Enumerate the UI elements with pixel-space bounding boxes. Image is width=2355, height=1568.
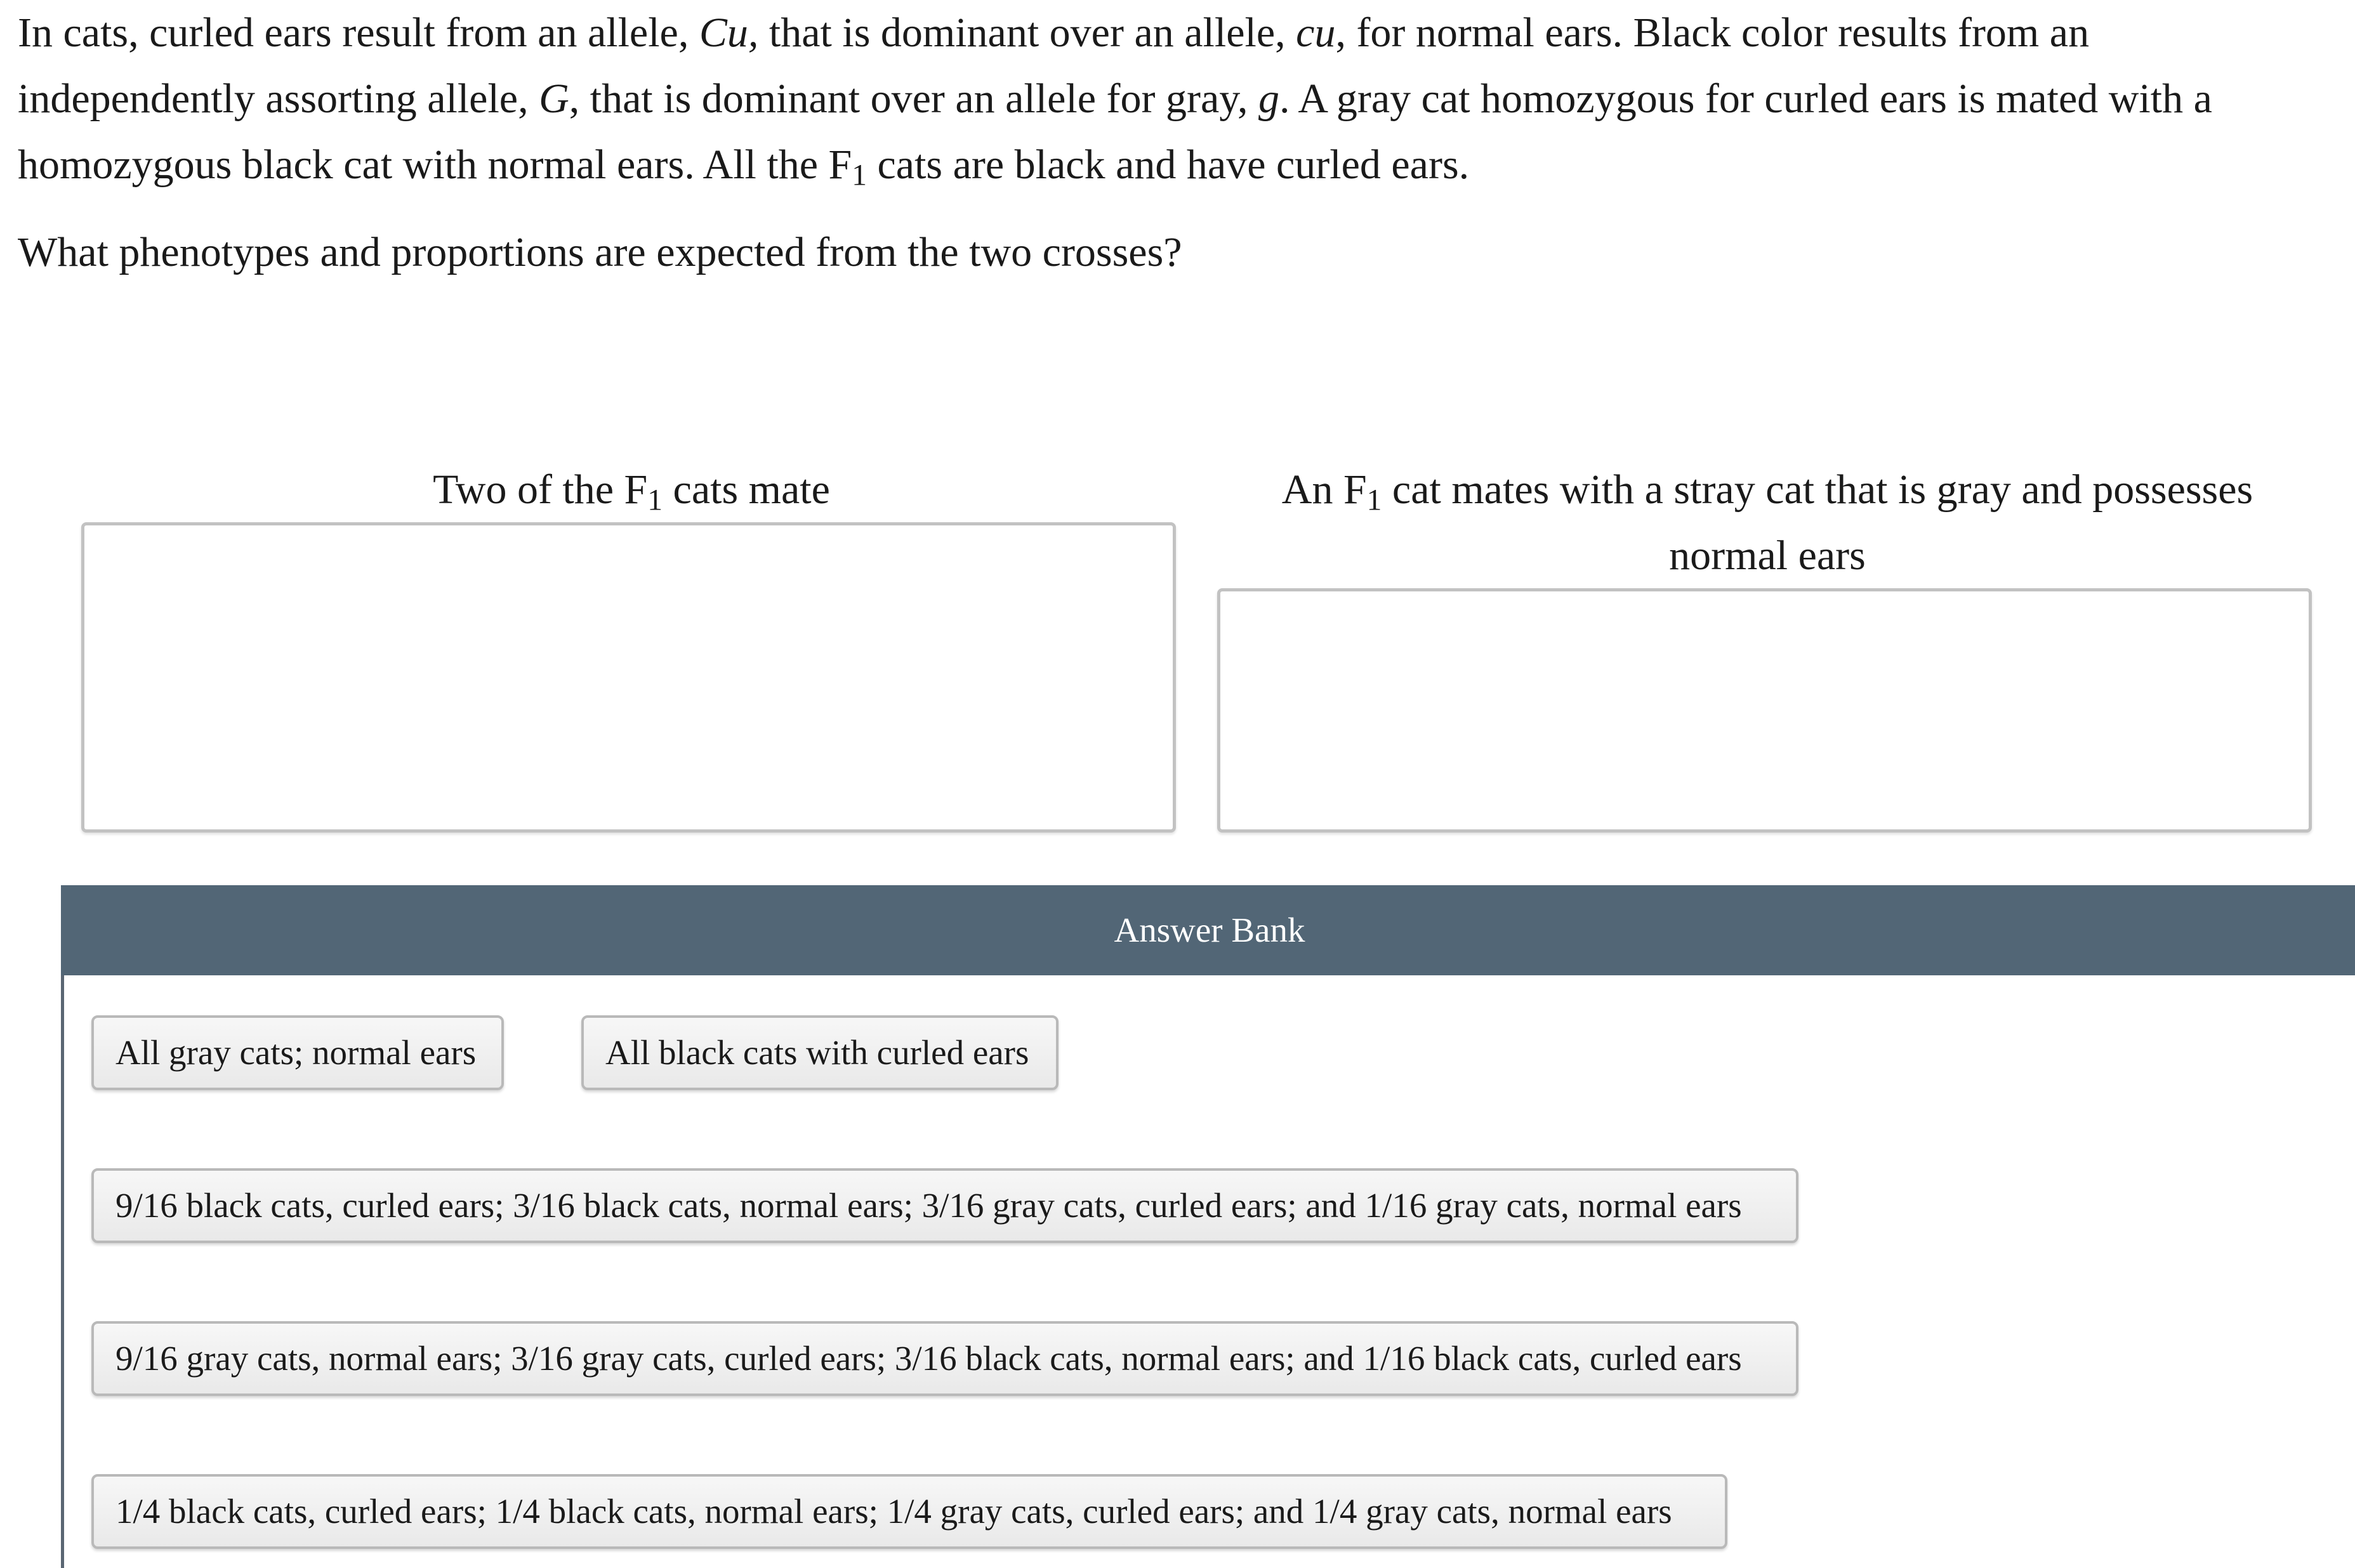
answer-chip-all-black-curled[interactable]: All black cats with curled ears	[581, 1015, 1059, 1090]
question-text-part: that is dominant over an allele,	[758, 10, 1296, 56]
target-label-text: An F	[1281, 466, 1367, 513]
answer-bank	[61, 885, 2355, 1568]
drop-target-f1-cross[interactable]	[81, 522, 1176, 833]
allele-symbol: g	[1258, 76, 1279, 122]
target-label-text: Two of the F	[433, 466, 648, 513]
target-label-text: cat mates with a stray cat that is gray and possesses normal ears	[1382, 466, 2253, 579]
answer-bank-header: Answer Bank	[61, 885, 2355, 975]
answer-chip-1-1-1-1[interactable]: 1/4 black cats, curled ears; 1/4 black cats, normal ears; 1/4 gray cats, curled ears; and 1/4 gray cats, normal ears	[91, 1474, 1727, 1549]
allele-symbol: Cu,	[699, 10, 759, 56]
drop-target-stray-cross[interactable]	[1217, 588, 2312, 833]
question-prompt: What phenotypes and proportions are expected from the two crosses?	[18, 229, 1182, 275]
target-label-f1-cross	[82, 457, 1180, 523]
question-text-part: . A gray cat homozygous for curled ears is mated with a homozygous black cat with normal ears. All the F	[18, 76, 2212, 188]
answer-chip-9-3-3-1-gray[interactable]: 9/16 gray cats, normal ears; 3/16 gray cats, curled ears; 3/16 black cats, normal ears; and 1/16 black cats, curled ears	[91, 1321, 1798, 1396]
allele-symbol: cu	[1296, 10, 1336, 56]
subscript: 1	[647, 484, 663, 517]
answer-chip-9-3-3-1-black[interactable]: 9/16 black cats, curled ears; 3/16 black cats, normal ears; 3/16 gray cats, curled ears; and 1/16 gray cats, normal ears	[91, 1168, 1798, 1243]
answer-chip-all-gray[interactable]: All gray cats; normal ears	[91, 1015, 504, 1090]
subscript: 1	[1366, 484, 1382, 517]
question-text	[18, 0, 2328, 286]
allele-symbol: G	[539, 76, 569, 122]
subscript: 1	[852, 159, 867, 192]
question-text-part: , for normal ears. Black color results from an independently assorting allele,	[18, 10, 2090, 122]
question-text-part: , that is dominant over an allele for gray,	[569, 76, 1258, 122]
target-label-stray-cross	[1218, 457, 2316, 589]
question-paragraph	[18, 0, 2328, 198]
target-label-text: cats mate	[663, 466, 830, 513]
question-text-part: cats are black and have curled ears.	[867, 142, 1470, 188]
question-text-part: In cats, curled ears result from an allele,	[18, 10, 699, 56]
